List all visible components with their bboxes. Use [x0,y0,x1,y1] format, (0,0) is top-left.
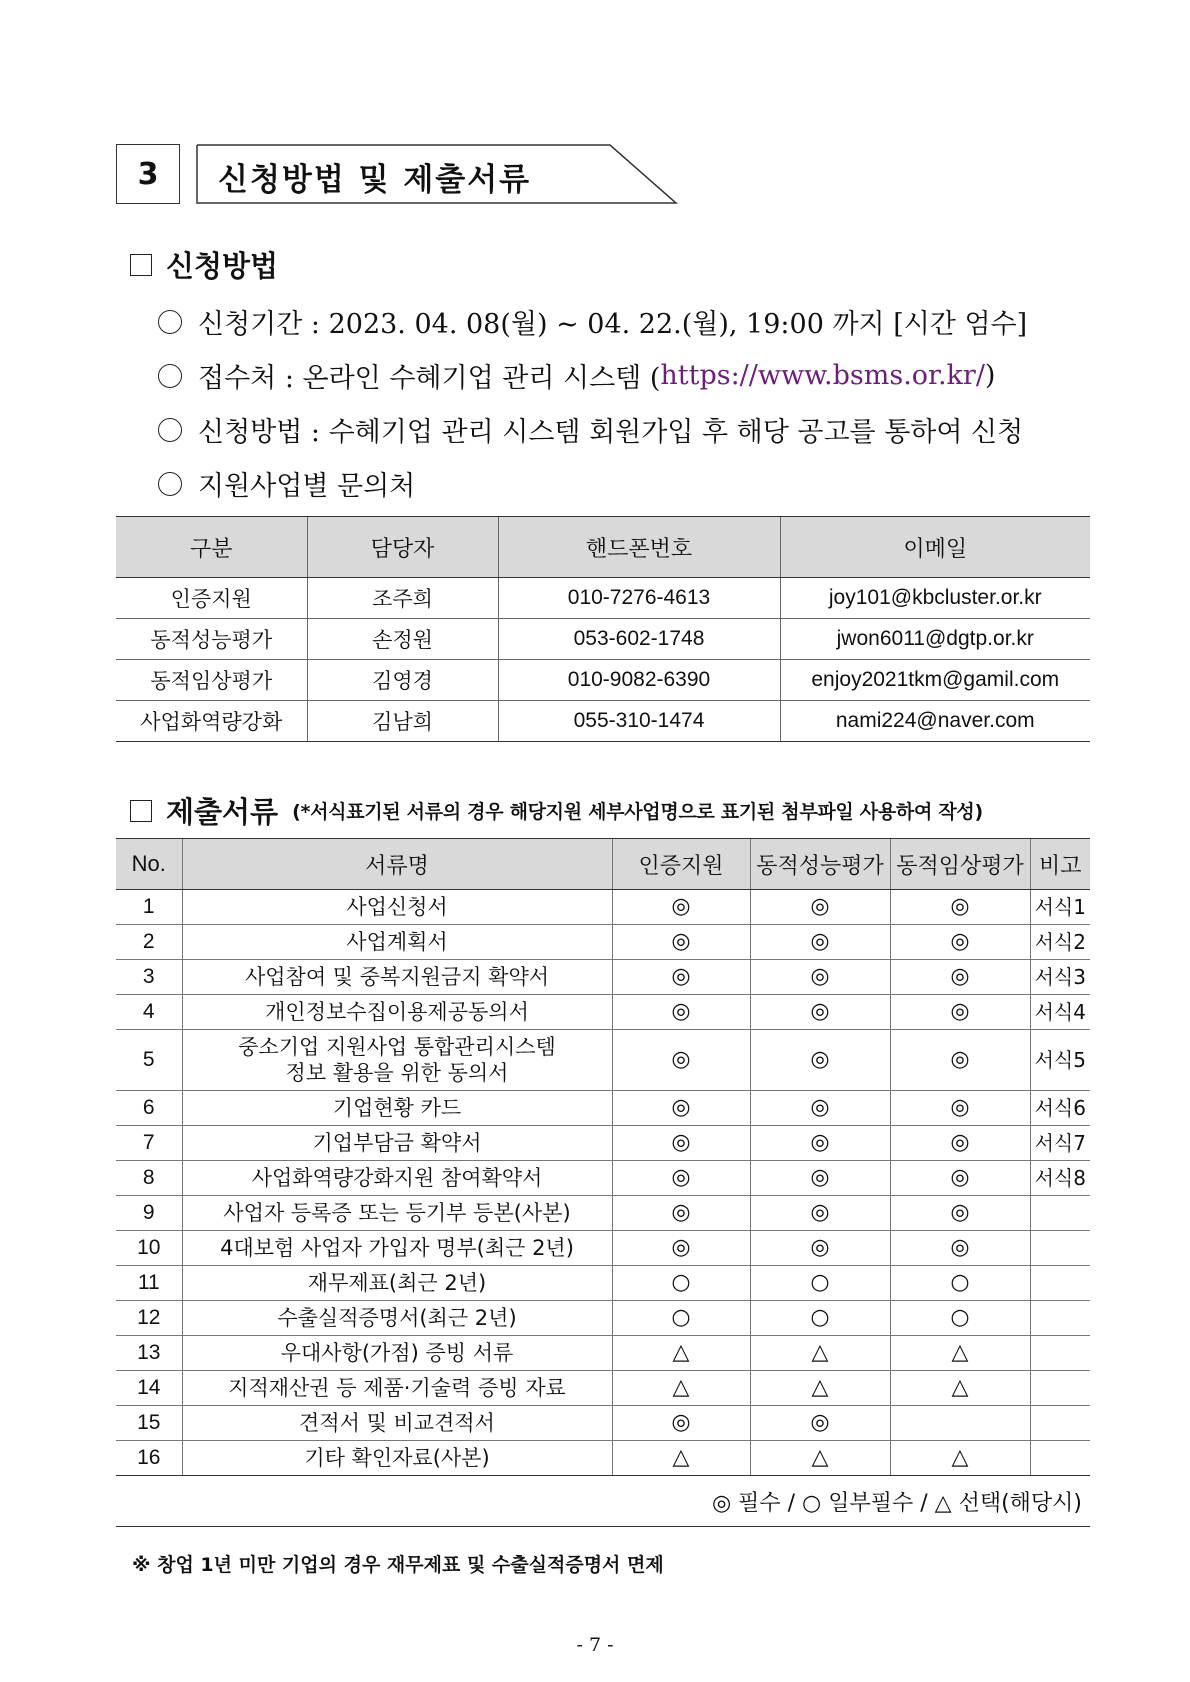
docs-legend: ◎ 필수 / ○ 일부필수 / △ 선택(해당시) [711,1491,1082,1516]
docs-perf-cell: ◎ [750,960,890,995]
contact-header-row [116,517,1090,578]
docs-row [116,1301,1090,1336]
section-number: 3 [116,144,180,204]
bsms-link[interactable]: https://www.bsms.or.kr/ [660,360,985,391]
contact-table [116,516,1090,742]
docs-name-cell: 우대사항(가점) 증빙 서류 [182,1336,612,1371]
contact-cell: 조주희 [307,578,498,619]
docs-name-cell: 지적재산권 등 제품·기술력 증빙 자료 [182,1371,612,1406]
contact-row [116,578,1090,619]
apply-item-text: 신청기간 : 2023. 04. 08(월) ~ 04. 22.(월), 19:00 까지 [시간 엄수] [198,309,1028,340]
docs-clinical-cell: ◎ [890,1161,1030,1196]
docs-cert-cell: ◎ [612,1091,750,1126]
docs-perf-cell: ◎ [750,1126,890,1161]
docs-clinical-cell: ◎ [890,1126,1030,1161]
docs-cert-cell: ◎ [612,925,750,960]
docs-remark-cell: 서식8 [1030,1161,1090,1196]
contact-cell: 055-310-1474 [498,701,780,742]
docs-clinical-cell: △ [890,1371,1030,1406]
docs-row [116,1231,1090,1266]
contact-email-cell: nami224@naver.com [780,701,1090,742]
page-number: - 7 - [576,1634,614,1656]
docs-remark-cell: 서식5 [1030,1030,1090,1091]
docs-row [116,1161,1090,1196]
contact-cell: 김남희 [307,701,498,742]
docs-remark-cell: 서식6 [1030,1091,1090,1126]
apply-item-text: 접수처 : 온라인 수혜기업 관리 시스템 ( [198,363,661,394]
docs-name-cell: 중소기업 지원사업 통합관리시스템 정보 활용을 위한 동의서 [182,1030,612,1091]
contact-cell: 손정원 [307,619,498,660]
docs-cert-cell: ◎ [612,1231,750,1266]
docs-no-cell: 4 [116,995,182,1030]
docs-row [116,1196,1090,1231]
circle-bullet-icon [158,364,182,388]
section-title: 신청방법 및 제출서류 [218,162,532,198]
docs-no-cell: 14 [116,1371,182,1406]
docs-row [116,1126,1090,1161]
apply-item-text: 지원사업별 문의처 [198,471,416,502]
docs-row [116,925,1090,960]
docs-no-cell: 9 [116,1196,182,1231]
contact-cell: 010-7276-4613 [498,578,780,619]
docs-name-cell: 수출실적증명서(최근 2년) [182,1301,612,1336]
docs-row [116,1406,1090,1441]
contact-header-cell: 핸드폰번호 [498,517,780,578]
apply-item-period [158,302,1027,341]
docs-perf-cell: △ [750,1336,890,1371]
docs-perf-cell: ◎ [750,1406,890,1441]
docs-clinical-cell: △ [890,1441,1030,1476]
docs-no-cell: 8 [116,1161,182,1196]
docs-heading-row [130,790,983,831]
docs-cert-cell: ◎ [612,890,750,925]
docs-row [116,1336,1090,1371]
section-title-box [196,144,678,204]
contact-row [116,619,1090,660]
contact-header-cell: 이메일 [780,517,1090,578]
docs-clinical-cell: ◎ [890,1231,1030,1266]
docs-no-cell: 3 [116,960,182,995]
docs-name-cell: 기타 확인자료(사본) [182,1441,612,1476]
contact-cell: 김영경 [307,660,498,701]
circle-bullet-icon [158,310,182,334]
docs-row [116,1030,1090,1091]
contact-email-cell: jwon6011@dgtp.or.kr [780,619,1090,660]
docs-row [116,890,1090,925]
docs-header-row [116,839,1090,890]
docs-perf-cell: ◎ [750,1161,890,1196]
docs-row [116,1441,1090,1476]
docs-header-cell: 비고 [1030,839,1090,890]
docs-perf-cell: ◎ [750,1196,890,1231]
docs-no-cell: 15 [116,1406,182,1441]
docs-name-cell: 사업자 등록증 또는 등기부 등본(사본) [182,1196,612,1231]
docs-name-cell: 사업참여 및 중복지원금지 확약서 [182,960,612,995]
docs-cert-cell: ◎ [612,1126,750,1161]
docs-clinical-cell: △ [890,1336,1030,1371]
apply-heading-row [130,244,278,285]
docs-clinical-cell: ◎ [890,1196,1030,1231]
apply-heading: 신청방법 [166,249,279,283]
contact-row [116,660,1090,701]
apply-item-suffix: ) [984,360,996,391]
docs-row [116,1371,1090,1406]
docs-clinical-cell: ◎ [890,1030,1030,1091]
docs-perf-cell: ◎ [750,890,890,925]
apply-item-reception [158,356,995,395]
docs-remark-cell [1030,1371,1090,1406]
checkbox-icon [130,800,152,822]
contact-cell: 인증지원 [116,578,307,619]
docs-header-cell: 인증지원 [612,839,750,890]
contact-cell: 053-602-1748 [498,619,780,660]
docs-cert-cell: △ [612,1441,750,1476]
docs-remark-cell [1030,1441,1090,1476]
docs-clinical-cell: ○ [890,1301,1030,1336]
docs-remark-cell [1030,1231,1090,1266]
contact-cell: 010-9082-6390 [498,660,780,701]
contact-email-cell: enjoy2021tkm@gamil.com [780,660,1090,701]
docs-perf-cell: ○ [750,1301,890,1336]
docs-perf-cell: ◎ [750,1231,890,1266]
docs-no-cell: 6 [116,1091,182,1126]
footnote: ※ 창업 1년 미만 기업의 경우 재무제표 및 수출실적증명서 면제 [132,1554,664,1576]
docs-note: (*서식표기된 서류의 경우 해당지원 세부사업명으로 표기된 첨부파일 사용하여 작성) [292,801,983,823]
docs-name-cell: 사업신청서 [182,890,612,925]
docs-cert-cell: ◎ [612,1161,750,1196]
docs-no-cell: 1 [116,890,182,925]
docs-cert-cell: ◎ [612,1196,750,1231]
docs-perf-cell: ◎ [750,1091,890,1126]
docs-clinical-cell: ◎ [890,960,1030,995]
contact-cell: 동적성능평가 [116,619,307,660]
docs-cert-cell: ◎ [612,1406,750,1441]
docs-header-cell: 동적임상평가 [890,839,1030,890]
docs-clinical-cell: ○ [890,1266,1030,1301]
apply-item-text: 신청방법 : 수혜기업 관리 시스템 회원가입 후 해당 공고를 통하여 신청 [198,417,1024,448]
docs-clinical-cell: ◎ [890,1091,1030,1126]
docs-name-cell: 사업화역량강화지원 참여확약서 [182,1161,612,1196]
docs-row [116,960,1090,995]
docs-name-cell: 4대보험 사업자 가입자 명부(최근 2년) [182,1231,612,1266]
docs-perf-cell: ◎ [750,1030,890,1091]
apply-item-method [158,410,1023,449]
legend-divider [116,1526,1090,1527]
docs-no-cell: 16 [116,1441,182,1476]
docs-cert-cell: △ [612,1371,750,1406]
docs-no-cell: 13 [116,1336,182,1371]
docs-name-cell: 견적서 및 비교견적서 [182,1406,612,1441]
docs-row [116,995,1090,1030]
docs-remark-cell: 서식2 [1030,925,1090,960]
docs-name-cell: 기업부담금 확약서 [182,1126,612,1161]
docs-remark-cell [1030,1266,1090,1301]
docs-no-cell: 5 [116,1030,182,1091]
docs-remark-cell: 서식7 [1030,1126,1090,1161]
docs-name-cell: 재무제표(최근 2년) [182,1266,612,1301]
docs-cert-cell: ○ [612,1301,750,1336]
docs-no-cell: 11 [116,1266,182,1301]
docs-perf-cell: △ [750,1441,890,1476]
docs-heading: 제출서류 [166,795,279,829]
docs-cert-cell: ○ [612,1266,750,1301]
docs-header-cell: 서류명 [182,839,612,890]
docs-row [116,1091,1090,1126]
docs-clinical-cell: ◎ [890,995,1030,1030]
docs-clinical-cell: ◎ [890,890,1030,925]
docs-remark-cell [1030,1336,1090,1371]
checkbox-icon [130,254,152,276]
docs-no-cell: 7 [116,1126,182,1161]
contact-header-cell: 담당자 [307,517,498,578]
docs-perf-cell: ◎ [750,995,890,1030]
contact-cell: 사업화역량강화 [116,701,307,742]
docs-cert-cell: ◎ [612,1030,750,1091]
docs-header-cell: No. [116,839,182,890]
docs-remark-cell [1030,1196,1090,1231]
docs-remark-cell [1030,1301,1090,1336]
docs-remark-cell [1030,1406,1090,1441]
circle-bullet-icon [158,418,182,442]
docs-no-cell: 10 [116,1231,182,1266]
docs-remark-cell: 서식3 [1030,960,1090,995]
docs-table [116,838,1090,1476]
docs-clinical-cell: ◎ [890,925,1030,960]
docs-remark-cell: 서식1 [1030,890,1090,925]
docs-remark-cell: 서식4 [1030,995,1090,1030]
docs-row [116,1266,1090,1301]
docs-no-cell: 2 [116,925,182,960]
apply-item-contact [158,464,415,503]
docs-header-cell: 동적성능평가 [750,839,890,890]
docs-cert-cell: △ [612,1336,750,1371]
contact-cell: 동적임상평가 [116,660,307,701]
docs-perf-cell: ○ [750,1266,890,1301]
contact-email-cell: joy101@kbcluster.or.kr [780,578,1090,619]
contact-header-cell: 구분 [116,517,307,578]
docs-name-cell: 사업계획서 [182,925,612,960]
docs-cert-cell: ◎ [612,960,750,995]
docs-perf-cell: ◎ [750,925,890,960]
docs-no-cell: 12 [116,1301,182,1336]
docs-name-cell: 개인정보수집이용제공동의서 [182,995,612,1030]
docs-cert-cell: ◎ [612,995,750,1030]
contact-row [116,701,1090,742]
circle-bullet-icon [158,472,182,496]
docs-perf-cell: △ [750,1371,890,1406]
docs-clinical-cell [890,1406,1030,1441]
docs-name-cell: 기업현황 카드 [182,1091,612,1126]
